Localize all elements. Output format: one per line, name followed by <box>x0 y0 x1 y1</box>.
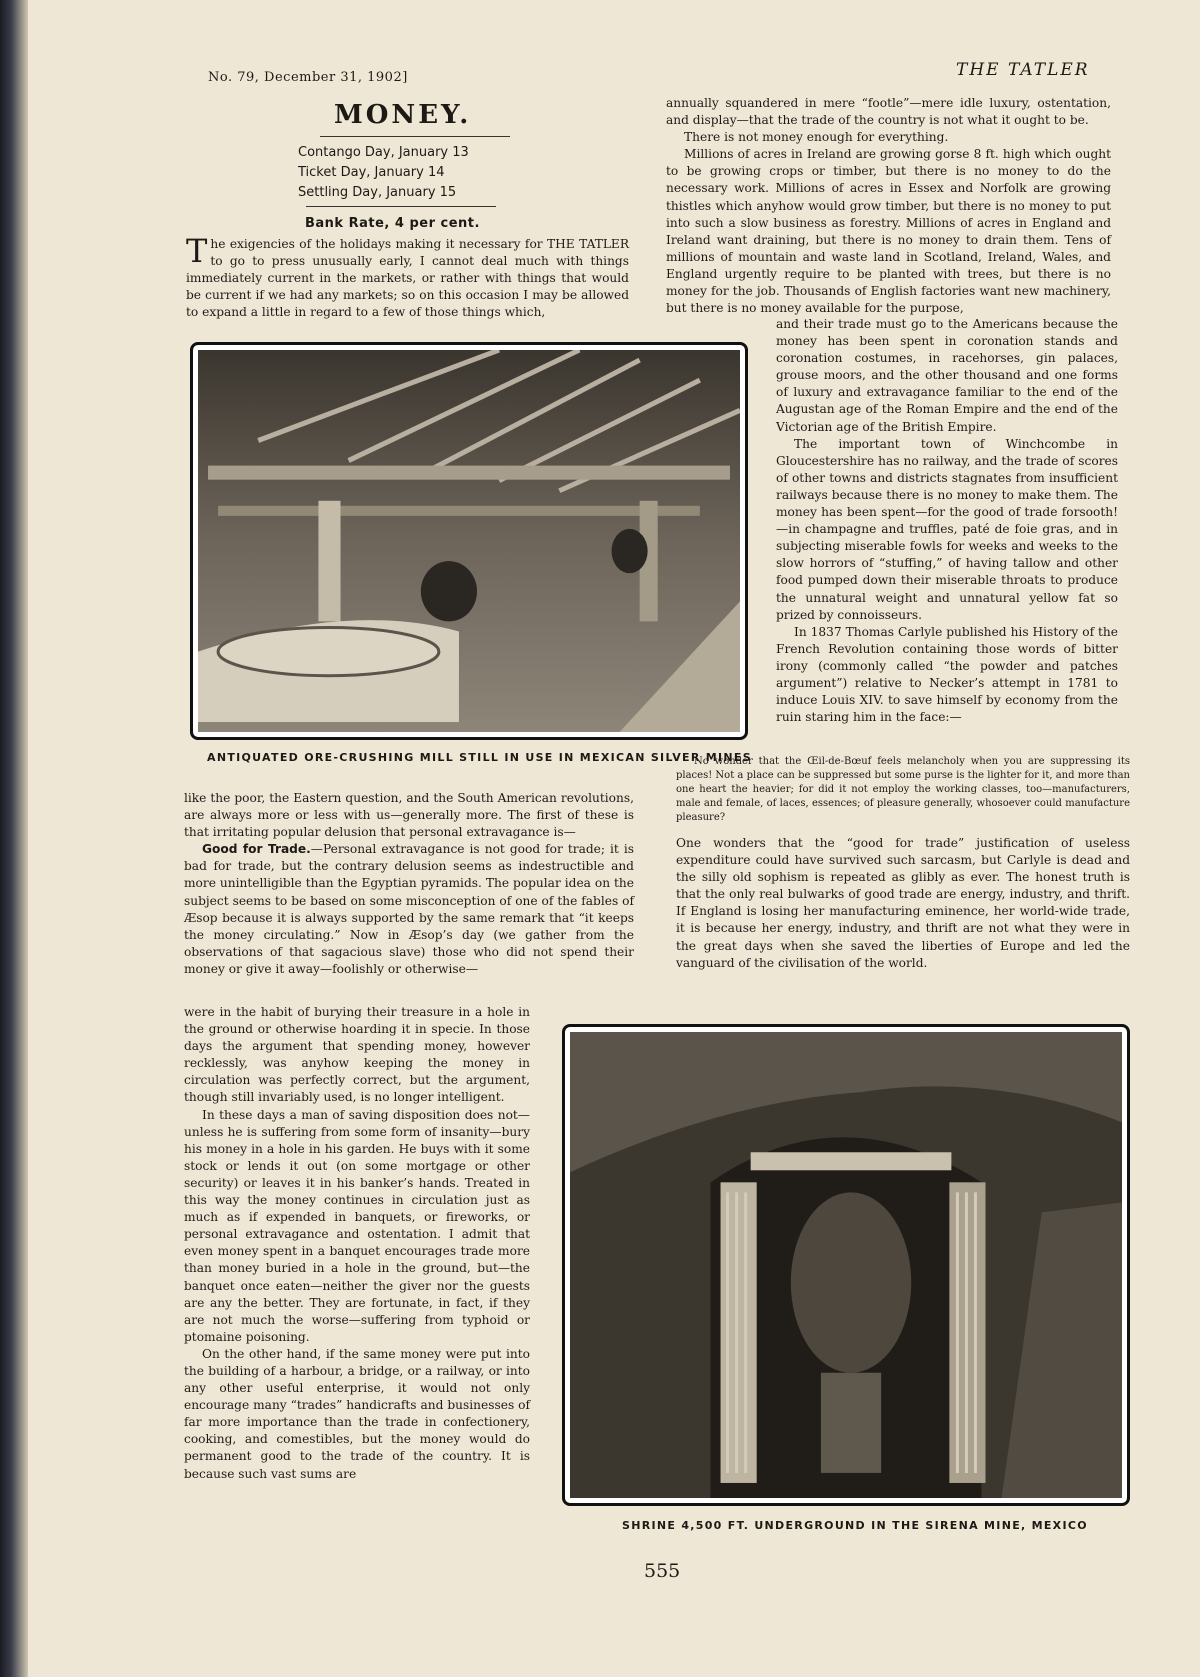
shrine-image <box>570 1032 1122 1498</box>
page-number: 555 <box>644 1560 681 1582</box>
left-column-middle: like the poor, the Eastern question, and the South American revolutions, are always more or less with us—generally more. The first of these is that irritating popular delusion that personal extravagance is— Good for Trade.—Personal extravagance is not good for trade; it is bad for trade, but the contrary delusion seems as indestructible and more unintelligible than the Egyptian pyramids. The popular idea on the subject seems to be based on some misconception of one of the fables of Æsop because it is always supported by the same remark that “it keeps the money circulating.” Now in Æsop’s day (we gather from the observations of that sagacious slave) those who did not spend their money or give it away—foolishly or otherwise— <box>184 791 634 976</box>
ticket-day: Ticket Day, January 14 <box>298 165 445 180</box>
running-title: THE TATLER <box>956 60 1090 80</box>
right-column-middle: and their trade must go to the Americans because the money has been spent in coronation stands and coronation costumes, in racehorses, gin palaces, grouse moors, and the other thousand and one forms of luxury and extravagance familiar to the end of the Augustan age of the Roman Empire and the end of the Victorian age of the British Empire. The important town of Winchcombe in Gloucestershire has no railway, and the trade of scores of other towns and districts stagnates from insufficient railways because there is no money to make them. The money has been spent—for the good of trade forsooth!—in champagne and truffles, paté de foie gras, and in subjecting miserable fowls for weeks and weeks to the slow horrors of “stuffing,” of having tallow and other food pumped down their miserable throats to produce the unnatural weight and unnatural yellow fat so prized by connoisseurs. In 1837 Thomas Carlyle published his History of the French Revolution containing those words of bitter irony (commonly called “the powder and patches argument”) relative to Necker’s attempt in 1781 to induce Louis XIV. to save himself by economy from the ruin staring him in the face:— <box>776 317 1118 725</box>
right-column-bottom: One wonders that the “good for trade” justification of useless expenditure could have survived such sarcasm, but Carlyle is dead and the silly old sophism is repeated as glibly as ever. The honest truth is that the only real bulwarks of good trade are energy, industry, and thrift. If England is losing her manufacturing eminence, her world-wide trade, it is because her energy, industry, and thrift are not what they were in the great days when she saved the liberties of Europe and led the vanguard of the civilisation of the world. <box>676 836 1130 970</box>
left-column-lower: were in the habit of burying their treasure in a hole in the ground or otherwise hoarding it in specie. In those days the argument that spending money, however recklessly, was anyhow keeping the money in circulation was perfectly correct, but the argument, though still invariably used, is no longer intelligent. In these days a man of saving disposition does not—unless he is suffering from some form of insanity—bury his money in a hole in his garden. He buys with it some stock or lends it out (on some mortgage or other security) or leaves it in his banker’s hands. Treated in this way the money continues in circulation just as much as if expended in banquets, or fireworks, or personal extravagance and ostentation. I admit that even money spent in a banquet encourages trade more than money buried in a hole in the ground, but—the banquet once eaten—neither the giver nor the guests are any the better. They are fortunate, in fact, if they are not much the worse—suffering from typhoid or ptomaine poisoning. On the other hand, if the same money were put into the building of a harbour, a bridge, or a railway, or into any other useful enterprise, it would not only encourage many “trades” handicrafts and businesses of far more importance than the trade in confectionery, cooking, and comestibles, but the money would do permanent good to the trade of the country. It is because such vast sums are <box>184 1005 530 1481</box>
issue-line: No. 79, December 31, 1902] <box>208 70 408 85</box>
settlement-dates <box>298 143 508 203</box>
ore-mill-photo <box>190 342 748 740</box>
contango-day: Contango Day, January 13 <box>298 145 469 160</box>
dates-rule <box>306 206 496 207</box>
shrine-photo <box>562 1024 1130 1506</box>
binding-edge <box>0 0 28 1677</box>
article-title: MONEY. <box>334 100 472 130</box>
ore-mill-image <box>198 350 740 732</box>
good-for-trade-head: Good for Trade. <box>202 842 311 857</box>
right-column-top: annually squandered in mere “footle”—mere idle luxury, ostentation, and display—that the trade of the country is not what it ought to be. There is not money enough for everything. Millions of acres in Ireland are growing gorse 8 ft. high which ought to be growing crops or timber, but there is no money to do the necessary work. Millions of acres in Essex and Norfolk are growing thistles which anyhow would grow timber, but there is no money to put into such a slow business as forestry. Millions of acres in England and Ireland want draining, but there is no money to drain them. Tens of millions of mountain and waste land in Scotland, Ireland, Wales, and England urgently require to be planted with trees, but there is no money for the job. Thousands of English factories want new machinery, but there is no money available for the purpose, <box>666 96 1111 316</box>
title-rule <box>320 136 510 137</box>
drop-cap: T <box>186 232 208 270</box>
shrine-caption: SHRINE 4,500 FT. UNDERGROUND IN THE SIRENA MINE, MEXICO <box>622 1519 1088 1532</box>
intro-paragraph: The exigencies of the holidays making it necessary for THE TATLER to go to press unusually early, I cannot deal much with things immediately current in the markets, or rather with things that would be current if we had any markets; so on this occasion I may be allowed to expand a little in regard to a few of those things which, <box>186 232 629 320</box>
mill-caption: ANTIQUATED ORE-CRUSHING MILL STILL IN USE IN MEXICAN SILVER MINES <box>207 751 752 764</box>
carlyle-quote: No wonder that the Œil-de-Bœuf feels melancholy when you are suppressing its places! Not a place can be suppressed but some purse is the lighter for it, and more than one heart the heavier; for did it not employ the working classes, too—manufacturers, male and female, of laces, essences; of pleasure generally, whosoever could manufacture pleasure? <box>676 756 1130 823</box>
bank-rate: Bank Rate, 4 per cent. <box>305 216 480 231</box>
settling-day: Settling Day, January 15 <box>298 185 457 200</box>
